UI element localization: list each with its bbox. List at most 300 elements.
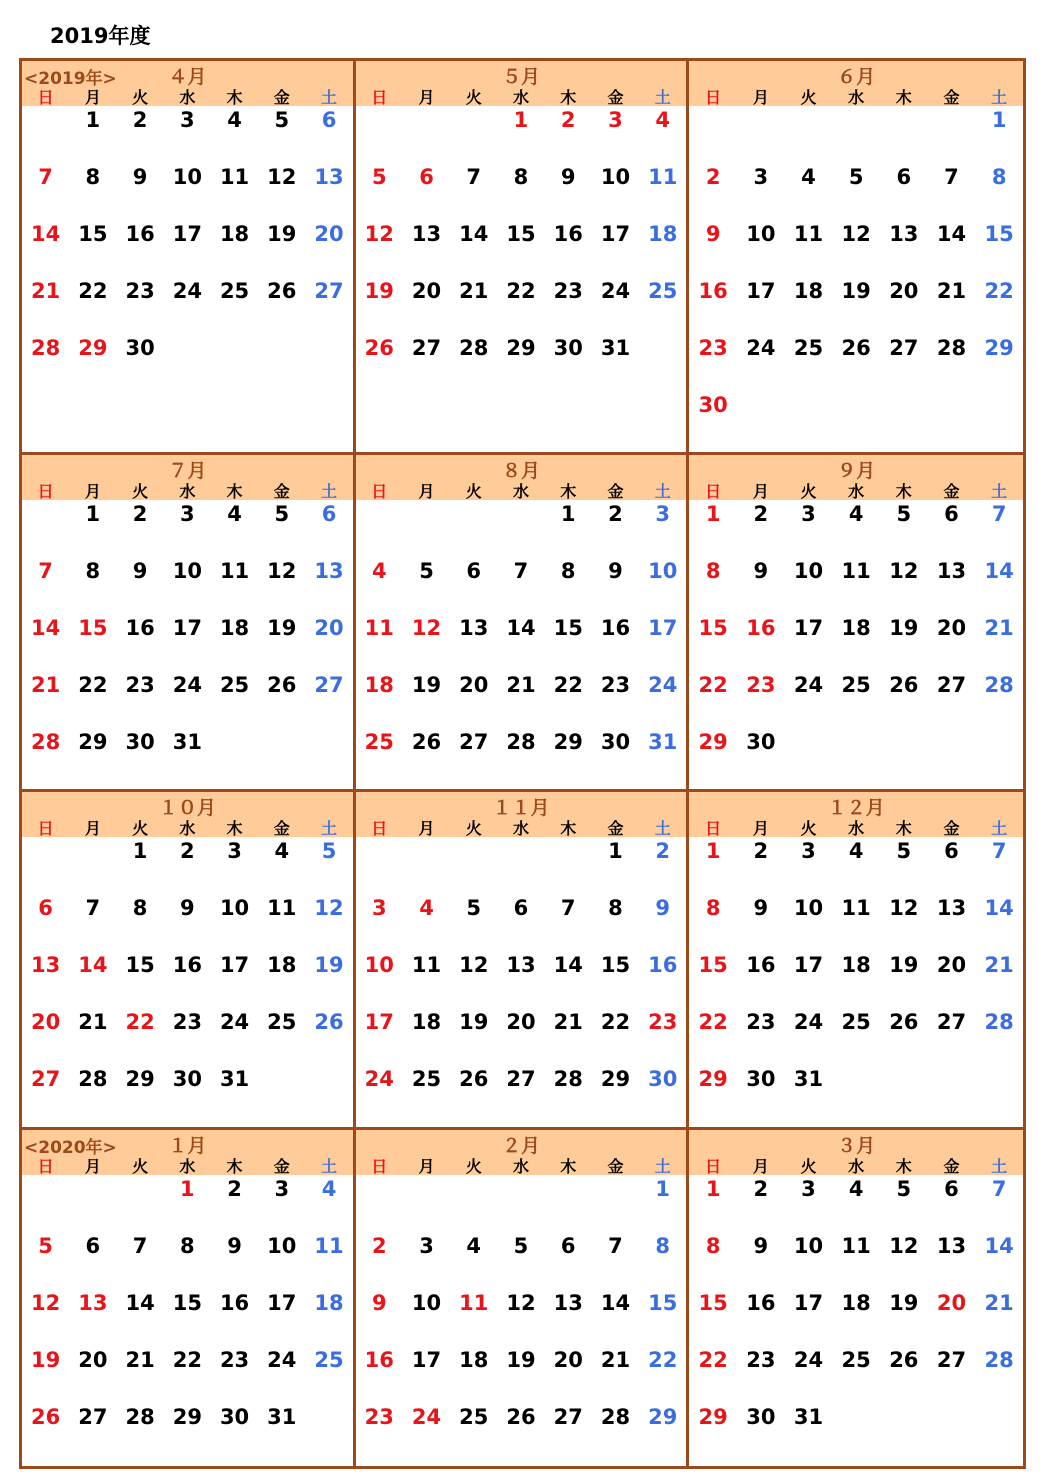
- day-cell: 24: [411, 1404, 442, 1429]
- day-cell: 19: [459, 1010, 489, 1035]
- day-cell: 3: [180, 108, 195, 132]
- day-cell: 26: [314, 1010, 344, 1035]
- empty-cell: [356, 837, 403, 894]
- day-cell: 8: [705, 896, 721, 921]
- day-cell: 16: [746, 953, 776, 978]
- day-cell: 24: [793, 1347, 824, 1372]
- weekday-label: 日: [37, 819, 54, 839]
- day-cell: 22: [984, 279, 1014, 303]
- day-cell: 20: [936, 953, 967, 978]
- day-cell: 2: [132, 502, 148, 527]
- day-cell: 17: [793, 616, 824, 641]
- empty-cell: [69, 837, 116, 894]
- day-grid: [689, 1175, 1023, 1460]
- day-cell: 25: [411, 1067, 442, 1092]
- month-header: [22, 455, 353, 500]
- day-cell: 7: [991, 1176, 1007, 1201]
- day-cell: 2: [705, 165, 721, 189]
- day-cell: 10: [793, 896, 824, 921]
- day-cell: 5: [896, 1176, 912, 1201]
- weekday-label: 火: [800, 1156, 817, 1176]
- day-cell: 30: [600, 730, 631, 755]
- day-cell: 19: [31, 1347, 61, 1372]
- day-cell: 4: [848, 1176, 864, 1201]
- weekday-label: 金: [943, 1156, 960, 1176]
- month-header: [689, 792, 1023, 837]
- day-cell: 12: [411, 616, 442, 641]
- empty-cell: [356, 1175, 403, 1232]
- day-cell: 7: [85, 896, 101, 921]
- day-cell: 13: [314, 165, 344, 189]
- day-cell: 28: [125, 1404, 155, 1429]
- day-cell: 4: [371, 559, 387, 584]
- day-cell: 15: [984, 222, 1014, 246]
- day-cell: 15: [553, 616, 583, 641]
- day-cell: 13: [889, 222, 919, 246]
- day-cell: 22: [78, 673, 108, 698]
- day-cell: 25: [841, 1347, 871, 1372]
- weekday-label: 月: [752, 819, 769, 839]
- day-cell: 27: [314, 673, 344, 698]
- day-grid: [22, 1175, 353, 1460]
- day-cell: 9: [608, 559, 623, 584]
- day-cell: 2: [180, 839, 195, 864]
- day-cell: 8: [180, 1233, 195, 1258]
- day-cell: 13: [936, 1233, 967, 1258]
- weekday-label: 月: [84, 88, 101, 107]
- day-cell: 21: [984, 1290, 1014, 1315]
- day-cell: 12: [506, 1290, 536, 1315]
- empty-cell: [497, 500, 544, 557]
- day-cell: 8: [991, 165, 1007, 189]
- day-cell: 25: [364, 730, 394, 755]
- day-cell: 27: [314, 279, 344, 303]
- day-cell: 11: [219, 559, 250, 584]
- day-cell: 1: [705, 502, 721, 527]
- day-cell: 25: [841, 673, 871, 698]
- month-header: [689, 1130, 1023, 1175]
- day-cell: 18: [219, 616, 250, 641]
- day-cell: 17: [746, 279, 776, 303]
- day-cell: 4: [419, 896, 434, 921]
- day-cell: 25: [219, 279, 250, 303]
- day-cell: 23: [600, 673, 631, 698]
- weekday-label: 水: [848, 1156, 865, 1176]
- weekday-row: [356, 816, 687, 839]
- month-panel: [356, 792, 690, 1129]
- day-cell: 6: [896, 165, 912, 189]
- day-cell: 3: [608, 108, 623, 132]
- day-cell: 18: [459, 1347, 489, 1372]
- weekday-label: 木: [560, 1156, 577, 1176]
- weekday-label: 火: [132, 819, 149, 839]
- weekday-label: 木: [560, 88, 577, 107]
- day-cell: 17: [364, 1010, 394, 1035]
- day-cell: 29: [78, 730, 108, 755]
- month-panel: [689, 792, 1023, 1129]
- month-header: [689, 61, 1023, 106]
- day-cell: 9: [132, 559, 148, 584]
- weekday-row: [22, 479, 353, 502]
- weekday-label: 木: [560, 819, 577, 839]
- day-cell: 4: [466, 1233, 482, 1258]
- day-grid: [689, 500, 1023, 785]
- day-cell: 13: [31, 953, 61, 978]
- day-cell: 13: [936, 559, 967, 584]
- day-cell: 12: [841, 222, 871, 246]
- day-cell: 26: [364, 336, 394, 360]
- weekday-label: 木: [895, 819, 912, 839]
- day-cell: 9: [655, 896, 670, 921]
- weekday-label: 金: [943, 819, 960, 839]
- month-panel: [22, 792, 356, 1129]
- day-cell: 21: [31, 673, 61, 698]
- weekday-label: 水: [512, 1156, 529, 1176]
- day-cell: 14: [125, 1290, 155, 1315]
- month-header: [356, 455, 687, 500]
- day-cell: 5: [371, 165, 387, 189]
- day-cell: 10: [411, 1290, 442, 1315]
- day-cell: 13: [506, 953, 536, 978]
- weekday-label: 木: [226, 819, 243, 839]
- day-cell: 24: [793, 1010, 824, 1035]
- day-cell: 17: [411, 1347, 442, 1372]
- day-cell: 11: [793, 222, 824, 246]
- day-cell: 19: [506, 1347, 536, 1372]
- day-cell: 25: [648, 279, 678, 303]
- day-cell: 23: [746, 673, 776, 698]
- weekday-label: 日: [371, 88, 388, 107]
- day-grid: [356, 837, 687, 1122]
- month-panel: [689, 61, 1023, 455]
- empty-cell: [497, 837, 544, 894]
- weekday-label: 土: [321, 88, 338, 107]
- month-header: [22, 61, 353, 106]
- day-cell: 21: [125, 1347, 155, 1372]
- day-cell: 18: [267, 953, 297, 978]
- weekday-label: 水: [179, 1156, 196, 1176]
- day-cell: 29: [648, 1404, 678, 1429]
- weekday-label: 日: [705, 88, 722, 107]
- day-cell: 18: [219, 222, 250, 246]
- day-cell: 11: [411, 953, 442, 978]
- day-cell: 3: [655, 502, 670, 527]
- day-cell: 21: [600, 1347, 631, 1372]
- day-grid: [356, 1175, 687, 1460]
- day-cell: 16: [648, 953, 678, 978]
- day-cell: 17: [793, 1290, 824, 1315]
- day-cell: 27: [411, 336, 442, 360]
- day-cell: 28: [506, 730, 536, 755]
- weekday-label: 火: [465, 819, 482, 839]
- day-cell: 9: [705, 222, 721, 246]
- day-cell: 5: [419, 559, 434, 584]
- day-cell: 14: [936, 222, 967, 246]
- empty-cell: [356, 106, 403, 163]
- day-cell: 20: [553, 1347, 583, 1372]
- day-cell: 19: [411, 673, 442, 698]
- weekday-label: 土: [991, 88, 1008, 107]
- day-cell: 12: [314, 896, 344, 921]
- day-cell: 18: [648, 222, 678, 246]
- day-cell: 24: [172, 673, 202, 698]
- empty-cell: [69, 1175, 116, 1232]
- day-cell: 14: [506, 616, 536, 641]
- day-cell: 20: [936, 1290, 967, 1315]
- empty-cell: [22, 837, 69, 894]
- weekday-label: 木: [226, 88, 243, 107]
- day-cell: 30: [172, 1067, 202, 1092]
- day-cell: 9: [227, 1233, 242, 1258]
- empty-cell: [785, 106, 833, 163]
- day-cell: 23: [553, 279, 583, 303]
- day-cell: 15: [698, 1290, 728, 1315]
- day-cell: 9: [371, 1290, 387, 1315]
- weekday-row: [689, 479, 1023, 502]
- weekday-label: 土: [991, 482, 1008, 502]
- weekday-label: 日: [371, 819, 388, 839]
- day-cell: 20: [78, 1347, 108, 1372]
- day-cell: 2: [371, 1233, 387, 1258]
- day-cell: 25: [267, 1010, 297, 1035]
- day-cell: 5: [274, 502, 290, 527]
- day-cell: 15: [78, 222, 108, 246]
- day-cell: 23: [746, 1347, 776, 1372]
- day-cell: 28: [984, 673, 1014, 698]
- weekday-label: 金: [273, 1156, 290, 1176]
- day-cell: 6: [944, 502, 959, 527]
- day-cell: 8: [560, 559, 576, 584]
- month-name: ３月: [837, 1134, 876, 1157]
- day-cell: 29: [600, 1067, 631, 1092]
- day-cell: 28: [459, 336, 489, 360]
- empty-cell: [22, 106, 69, 163]
- day-cell: 15: [648, 1290, 678, 1315]
- day-cell: 8: [85, 165, 101, 189]
- weekday-label: 火: [800, 819, 817, 839]
- day-cell: 28: [984, 1347, 1014, 1372]
- day-cell: 26: [267, 279, 297, 303]
- weekday-label: 月: [418, 88, 435, 107]
- day-cell: 2: [753, 839, 769, 864]
- day-cell: 20: [31, 1010, 61, 1035]
- weekday-label: 金: [607, 88, 624, 107]
- weekday-label: 金: [607, 819, 624, 839]
- year-label: <2019年>: [24, 69, 117, 89]
- day-cell: 28: [553, 1067, 583, 1092]
- day-cell: 15: [698, 616, 728, 641]
- day-cell: 24: [267, 1347, 297, 1372]
- weekday-label: 金: [273, 482, 290, 502]
- day-cell: 12: [889, 559, 919, 584]
- day-cell: 14: [984, 896, 1014, 921]
- day-cell: 3: [227, 839, 242, 864]
- day-cell: 23: [746, 1010, 776, 1035]
- day-cell: 4: [227, 108, 242, 132]
- day-cell: 19: [314, 953, 344, 978]
- weekday-label: 日: [371, 1156, 388, 1176]
- day-cell: 17: [600, 222, 631, 246]
- weekday-row: [689, 1154, 1023, 1177]
- weekday-label: 日: [371, 482, 388, 502]
- day-cell: 20: [314, 222, 344, 246]
- day-cell: 1: [608, 839, 623, 864]
- month-panel: [356, 1130, 690, 1466]
- day-cell: 3: [753, 165, 769, 189]
- day-cell: 20: [314, 616, 344, 641]
- empty-cell: [116, 1175, 163, 1232]
- day-cell: 16: [746, 616, 776, 641]
- weekday-label: 水: [848, 482, 865, 502]
- empty-cell: [880, 106, 928, 163]
- day-cell: 8: [655, 1233, 670, 1258]
- day-grid: [356, 500, 687, 785]
- weekday-label: 金: [607, 1156, 624, 1176]
- day-cell: 22: [125, 1010, 155, 1035]
- day-cell: 21: [984, 616, 1014, 641]
- day-cell: 9: [753, 559, 769, 584]
- year-label: <2020年>: [24, 1137, 117, 1158]
- month-name: １２月: [827, 797, 885, 820]
- day-cell: 12: [267, 559, 297, 584]
- day-cell: 18: [841, 616, 871, 641]
- day-cell: 8: [608, 896, 623, 921]
- weekday-label: 月: [84, 819, 101, 839]
- weekday-label: 金: [943, 482, 960, 502]
- empty-cell: [450, 106, 497, 163]
- day-cell: 14: [31, 222, 61, 246]
- day-cell: 15: [698, 953, 728, 978]
- day-cell: 2: [132, 108, 148, 132]
- weekday-label: 月: [418, 819, 435, 839]
- empty-cell: [403, 106, 450, 163]
- weekday-label: 水: [179, 819, 196, 839]
- day-cell: 26: [459, 1067, 489, 1092]
- day-cell: 22: [172, 1347, 202, 1372]
- day-cell: 29: [172, 1404, 202, 1429]
- day-cell: 20: [889, 279, 919, 303]
- day-grid: [22, 500, 353, 785]
- month-header: [22, 1130, 353, 1175]
- day-cell: 21: [31, 279, 61, 303]
- day-cell: 23: [698, 336, 728, 360]
- day-cell: 10: [793, 1233, 824, 1258]
- day-cell: 6: [85, 1233, 101, 1258]
- day-cell: 6: [944, 1176, 959, 1201]
- day-cell: 24: [600, 279, 631, 303]
- empty-cell: [737, 106, 785, 163]
- day-cell: 17: [648, 616, 678, 641]
- day-cell: 29: [78, 336, 108, 360]
- day-cell: 22: [553, 673, 583, 698]
- day-cell: 10: [172, 165, 202, 189]
- day-grid: [689, 106, 1023, 448]
- day-cell: 26: [841, 336, 871, 360]
- day-cell: 7: [513, 559, 529, 584]
- day-cell: 23: [219, 1347, 250, 1372]
- day-cell: 13: [78, 1290, 108, 1315]
- day-cell: 5: [848, 165, 864, 189]
- day-cell: 6: [321, 108, 337, 132]
- day-cell: 17: [793, 953, 824, 978]
- weekday-row: [22, 816, 353, 839]
- day-cell: 16: [553, 222, 583, 246]
- day-cell: 12: [267, 165, 297, 189]
- day-cell: 4: [848, 502, 864, 527]
- day-cell: 30: [746, 730, 776, 755]
- day-cell: 23: [364, 1404, 394, 1429]
- day-cell: 17: [172, 616, 202, 641]
- day-cell: 11: [841, 559, 871, 584]
- day-cell: 27: [889, 336, 919, 360]
- day-cell: 24: [364, 1067, 394, 1092]
- day-cell: 19: [267, 222, 297, 246]
- day-cell: 3: [419, 1233, 434, 1258]
- day-grid: [689, 837, 1023, 1122]
- day-cell: 5: [274, 108, 290, 132]
- day-cell: 4: [801, 165, 816, 189]
- day-cell: 21: [78, 1010, 108, 1035]
- day-cell: 7: [608, 1233, 623, 1258]
- day-grid: [22, 837, 353, 1122]
- day-cell: 26: [267, 673, 297, 698]
- month-name: １１月: [492, 797, 550, 820]
- day-cell: 11: [648, 165, 678, 189]
- month-panel: [22, 1130, 356, 1466]
- day-cell: 27: [78, 1404, 108, 1429]
- day-cell: 7: [991, 839, 1007, 864]
- weekday-label: 月: [752, 1156, 769, 1176]
- day-cell: 31: [172, 730, 202, 755]
- day-cell: 20: [459, 673, 489, 698]
- day-cell: 21: [506, 673, 536, 698]
- day-cell: 20: [506, 1010, 536, 1035]
- day-cell: 15: [125, 953, 155, 978]
- day-cell: 8: [705, 559, 721, 584]
- weekday-label: 日: [37, 482, 54, 502]
- day-cell: 1: [560, 502, 576, 527]
- day-cell: 8: [705, 1233, 721, 1258]
- weekday-label: 土: [654, 88, 671, 107]
- day-cell: 30: [746, 1404, 776, 1429]
- day-cell: 16: [125, 222, 155, 246]
- day-cell: 27: [31, 1067, 61, 1092]
- day-cell: 14: [31, 616, 61, 641]
- empty-cell: [450, 500, 497, 557]
- day-cell: 27: [936, 1347, 967, 1372]
- day-cell: 24: [793, 673, 824, 698]
- weekday-row: [356, 85, 687, 108]
- day-cell: 13: [459, 616, 489, 641]
- day-cell: 7: [38, 165, 53, 189]
- day-cell: 9: [753, 1233, 769, 1258]
- month-header: [356, 61, 687, 106]
- day-cell: 13: [314, 559, 344, 584]
- day-cell: 13: [411, 222, 442, 246]
- day-cell: 28: [984, 1010, 1014, 1035]
- day-cell: 17: [219, 953, 250, 978]
- weekday-label: 火: [132, 88, 149, 107]
- day-cell: 5: [38, 1233, 53, 1258]
- day-cell: 27: [553, 1404, 583, 1429]
- day-cell: 19: [889, 1290, 919, 1315]
- month-panel: [22, 61, 356, 455]
- weekday-label: 木: [560, 482, 577, 502]
- empty-cell: [497, 1175, 544, 1232]
- weekday-label: 月: [418, 482, 435, 502]
- day-cell: 14: [553, 953, 583, 978]
- day-cell: 3: [801, 839, 816, 864]
